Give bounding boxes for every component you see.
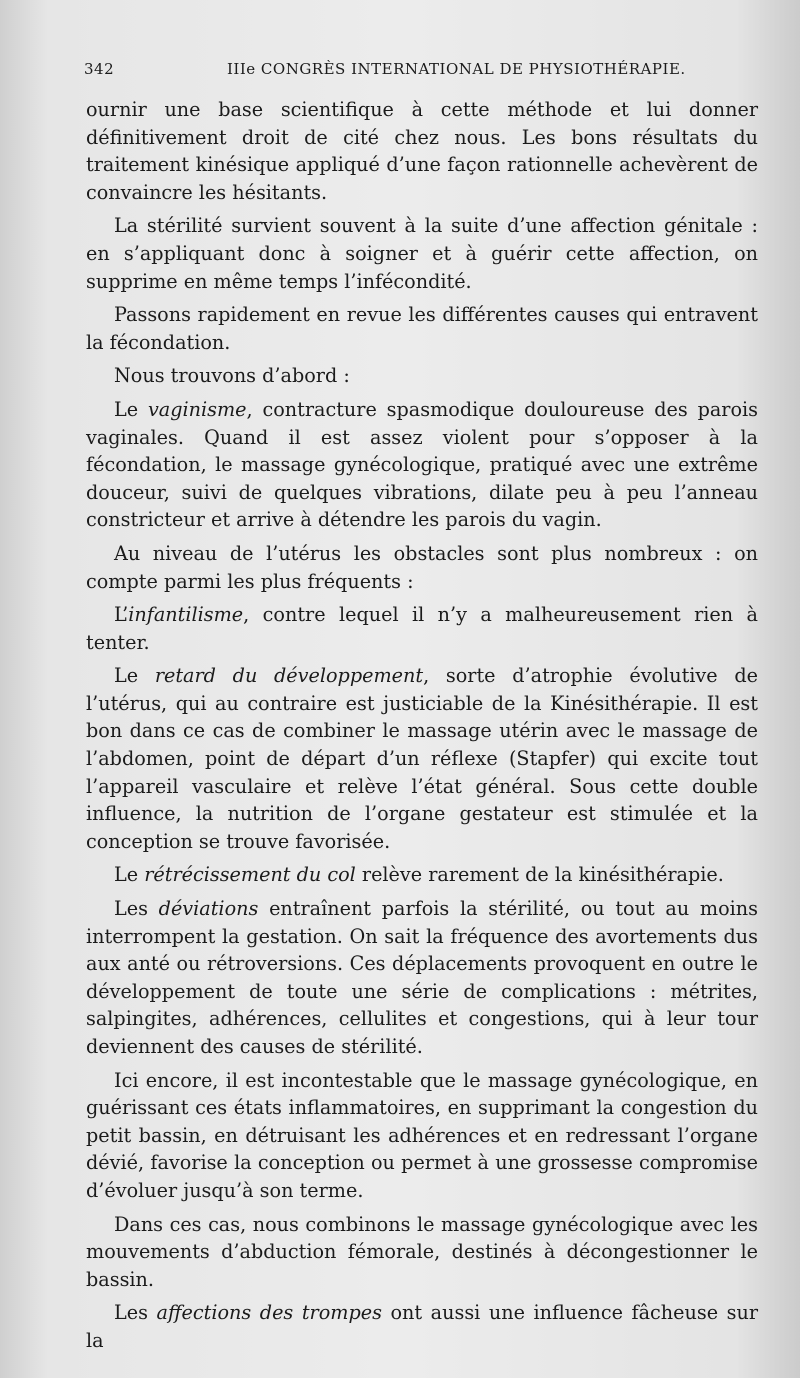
text-run: relève rarement de la kinésithérapie. [355, 863, 724, 887]
paragraph [86, 662, 758, 855]
italic-term: vaginisme [147, 397, 247, 421]
text-run: ournir une base scientifique à cette méthode et lui donner définitivement droit de cité chez nous. Les bons résultats du traitement kinésique appliqué d’une façon rationnelle achevèrent de convaincre les hésitants. [86, 98, 758, 204]
paragraph [86, 396, 758, 534]
paragraph [86, 1211, 758, 1294]
text-run: Le [114, 863, 145, 887]
text-run: Au niveau de l’utérus les obstacles sont plus nombreux : on compte parmi les plus fréquents : [86, 541, 758, 593]
text-run: Le [114, 397, 148, 421]
italic-term: affections des trompes [156, 1301, 382, 1325]
paragraph [86, 601, 758, 656]
text-run: Ici encore, il est incontestable que le massage gynécologique, en guérissant ces états inflammatoires, en supprimant la congestion du petit bassin, en détruisant les adhérences et en redressant l’organe dévié, favorise la conception ou permet à une grossesse compromise d’évoluer jusqu’à son terme. [86, 1068, 758, 1202]
paragraph [86, 1067, 758, 1205]
italic-term: déviations [158, 897, 259, 921]
paragraph [86, 96, 758, 206]
paragraph [86, 301, 758, 356]
text-run: L’ [114, 603, 129, 627]
paragraph [86, 540, 758, 595]
text-run: Le [114, 664, 155, 688]
running-title: IIIe CONGRÈS INTERNATIONAL DE PHYSIOTHÉRAPIE. [227, 60, 686, 78]
body-text [86, 96, 758, 1361]
paragraph [86, 212, 758, 295]
italic-term: retard du développement [154, 664, 424, 688]
paragraph [86, 861, 758, 889]
paragraph [86, 362, 758, 390]
italic-term: rétrécissement du col [144, 863, 356, 887]
paragraph [86, 1299, 758, 1354]
text-run: Les [114, 897, 159, 921]
text-run: , sorte d’atrophie évolutive de l’utérus, qui au contraire est justiciable de la Kinésithérapie. Il est bon dans ce cas de combiner le massage utérin avec le massage de l’abdomen, point de départ d’un réflexe (Stapfer) qui excite tout l’appareil vasculaire et relève l’état général. Sous cette double influence, la nutrition de l’organe gestateur est stimulée et la conception se trouve favorisée. [86, 664, 758, 853]
text-run: Nous trouvons d’abord : [114, 364, 350, 388]
text-run: Dans ces cas, nous combinons le massage gynécologique avec les mouvements d’abduction fémorale, destinés à décongestionner le bassin. [86, 1212, 758, 1291]
page-number: 342 [84, 60, 115, 78]
text-run: ont aussi une influence fâcheuse sur la [86, 1301, 758, 1352]
paragraph [86, 895, 758, 1061]
text-run: Passons rapidement en revue les différentes causes qui entravent la fécondation. [86, 303, 758, 354]
text-run: , contre lequel il n’y a malheureusement rien à tenter. [86, 603, 758, 654]
text-run: Les [114, 1301, 157, 1325]
text-run: La stérilité survient souvent à la suite d’une affection génitale : en s’appliquant donc à soigner et à guérir cette affection, on supprime en même temps l’infécondité. [86, 214, 758, 293]
text-run: entraînent parfois la stérilité, ou tout au moins interrompent la gestation. On sait la fréquence des avortements dus aux anté ou rétroversions. Ces déplacements provoquent en outre le développement de toute une série de complications : métrites, salpingites, adhérences, cellulites et congestions, qui à leur tour deviennent des causes de stérilité. [86, 897, 758, 1058]
text-run: , contracture spasmodique douloureuse des parois vaginales. Quand il est assez violent pour s’opposer à la fécondation, le massage gynécologique, pratiqué avec une extrême douceur, suivi de quelques vibrations, dilate peu à peu l’anneau constricteur et arrive à détendre les parois du vagin. [86, 397, 758, 532]
italic-term: infantilisme [128, 603, 244, 627]
